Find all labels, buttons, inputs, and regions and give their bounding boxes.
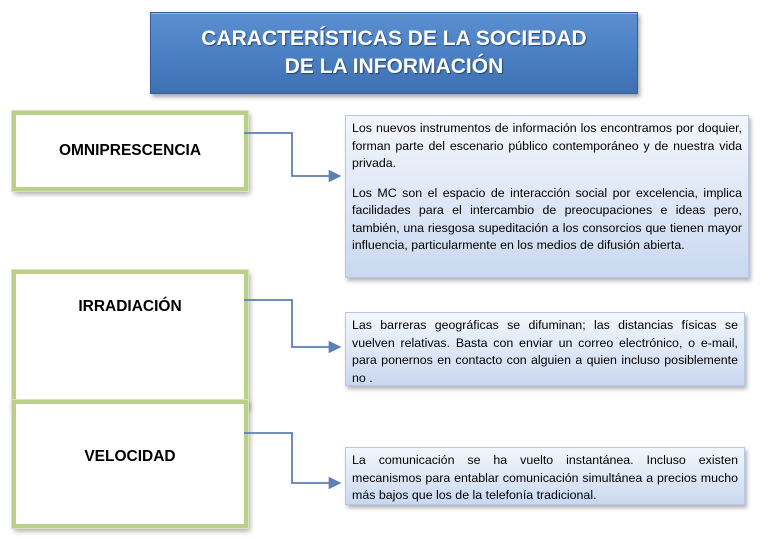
- category-label: IRRADIACIÓN: [78, 298, 182, 315]
- title-line-2: DE LA INFORMACIÓN: [284, 55, 504, 78]
- category-velocidad: [12, 400, 248, 528]
- description-paragraph: Los MC son el espacio de interacción social por excelencia, implica facilidades para el intercambio de preocupaciones e ideas pero, también, una riesgosa supeditación a los consorcios que tienen mayor influencia, particularmente en los medios de difusión abierta.: [352, 185, 742, 252]
- description-irradiacion: [345, 312, 745, 386]
- description-paragraph: Los nuevos instrumentos de información los encontramos por doquier, forman parte del escenario público contemporáneo y de nuestra vida privada.: [352, 121, 742, 170]
- diagram-title: [150, 12, 638, 94]
- category-omnipresencia: [12, 111, 248, 191]
- description-omnipresencia: [345, 115, 749, 278]
- title-line-1: CARACTERÍSTICAS DE LA SOCIEDAD: [201, 27, 587, 50]
- arrow-omnipresencia: [244, 133, 340, 176]
- arrow-irradiacion: [244, 300, 340, 347]
- description-paragraph: Las barreras geográficas se difuminan; las distancias físicas se vuelven relativas. Basta con enviar un correo electrónico, o e-mail, para ponernos en contacto con alguien a quien incluso posiblemente no .: [352, 318, 738, 385]
- description-velocidad: [345, 447, 745, 505]
- description-paragraph: La comunicación se ha vuelto instantánea. Incluso existen mecanismos para entablar comunicación simultánea a precios mucho más bajos que los de la telefonía tradicional.: [352, 453, 738, 502]
- arrow-velocidad: [244, 433, 340, 483]
- category-label: OMNIPRESCENCIA: [58, 142, 202, 159]
- category-irradiacion: [12, 270, 248, 408]
- category-label: VELOCIDAD: [84, 448, 176, 465]
